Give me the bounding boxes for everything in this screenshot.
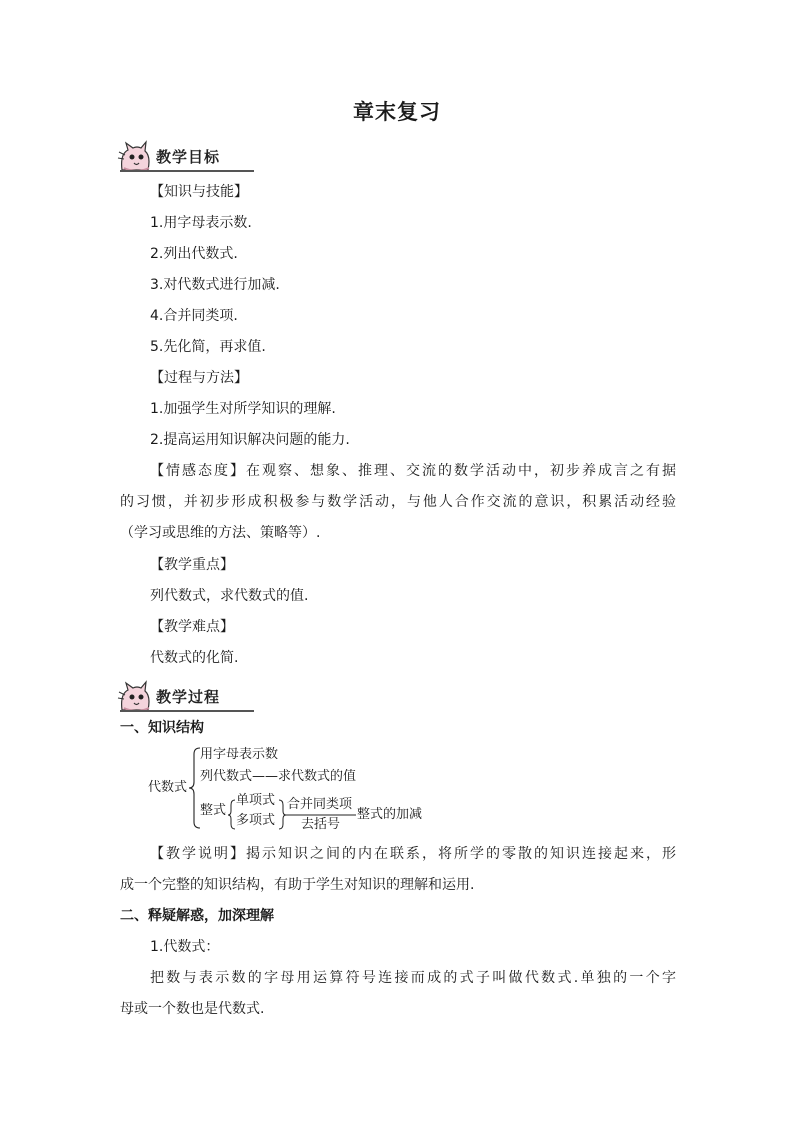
banner-label: 教学目标: [156, 148, 221, 166]
skill-item: 2.列出代数式.: [150, 246, 238, 262]
emotion-line: 【情感态度】在观察、想象、推理、交流的数学活动中，初步养成言之有据: [150, 463, 676, 479]
skill-item: 5.先化简，再求值.: [150, 339, 266, 355]
structure-root: 代数式: [148, 780, 188, 795]
structure-op: 合并同类项: [287, 797, 353, 812]
structure-sub: 单项式: [236, 793, 276, 808]
skill-item: 1.用字母表示数.: [150, 215, 252, 231]
process-heading: 【过程与方法】: [150, 370, 248, 386]
structure-op: 去括号: [301, 817, 341, 832]
note-line: 【教学说明】揭示知识之间的内在联系，将所学的零散的知识连接起来，形: [150, 846, 676, 862]
skill-item: 4.合并同类项.: [150, 308, 238, 324]
section-heading: 一、知识结构: [120, 720, 204, 736]
emotion-line: 的习惯，并初步形成积极参与数学活动，与他人合作交流的意识，积累活动经验: [120, 494, 676, 510]
page-title: 章末复习: [353, 100, 441, 124]
definition-line: 把数与表示数的字母用运算符号连接而成的式子叫做代数式.单独的一个字: [150, 970, 676, 986]
process-item: 2.提高运用知识解决问题的能力.: [150, 432, 350, 448]
item-heading: 1.代数式：: [150, 939, 220, 955]
structure-branch: 用字母表示数: [200, 747, 279, 762]
skills-heading: 【知识与技能】: [150, 184, 248, 200]
section-banner-process: [116, 680, 256, 716]
banner-underline: [120, 710, 254, 712]
section-heading: 二、释疑解惑，加深理解: [120, 908, 274, 924]
section-banner-objectives: [116, 140, 256, 176]
structure-branch: 整式: [200, 803, 227, 818]
structure-result: 整式的加减: [357, 807, 423, 822]
emotion-line: （学习或思维的方法、策略等）.: [120, 525, 321, 541]
definition-line: 母或一个数也是代数式.: [120, 1001, 265, 1017]
banner-underline: [120, 170, 254, 172]
structure-sub: 多项式: [236, 813, 276, 828]
key-heading: 【教学重点】: [150, 557, 234, 573]
difficulty-heading: 【教学难点】: [150, 619, 234, 635]
process-item: 1.加强学生对所学知识的理解.: [150, 401, 336, 417]
structure-branch: 列代数式——求代数式的值: [200, 769, 357, 784]
key-text: 列代数式，求代数式的值.: [150, 588, 309, 604]
banner-label: 教学过程: [156, 688, 221, 706]
knowledge-structure-diagram: [148, 744, 468, 834]
note-line: 成一个完整的知识结构，有助于学生对知识的理解和运用.: [120, 877, 475, 893]
skill-item: 3.对代数式进行加减.: [150, 277, 280, 293]
difficulty-text: 代数式的化简.: [150, 650, 239, 666]
